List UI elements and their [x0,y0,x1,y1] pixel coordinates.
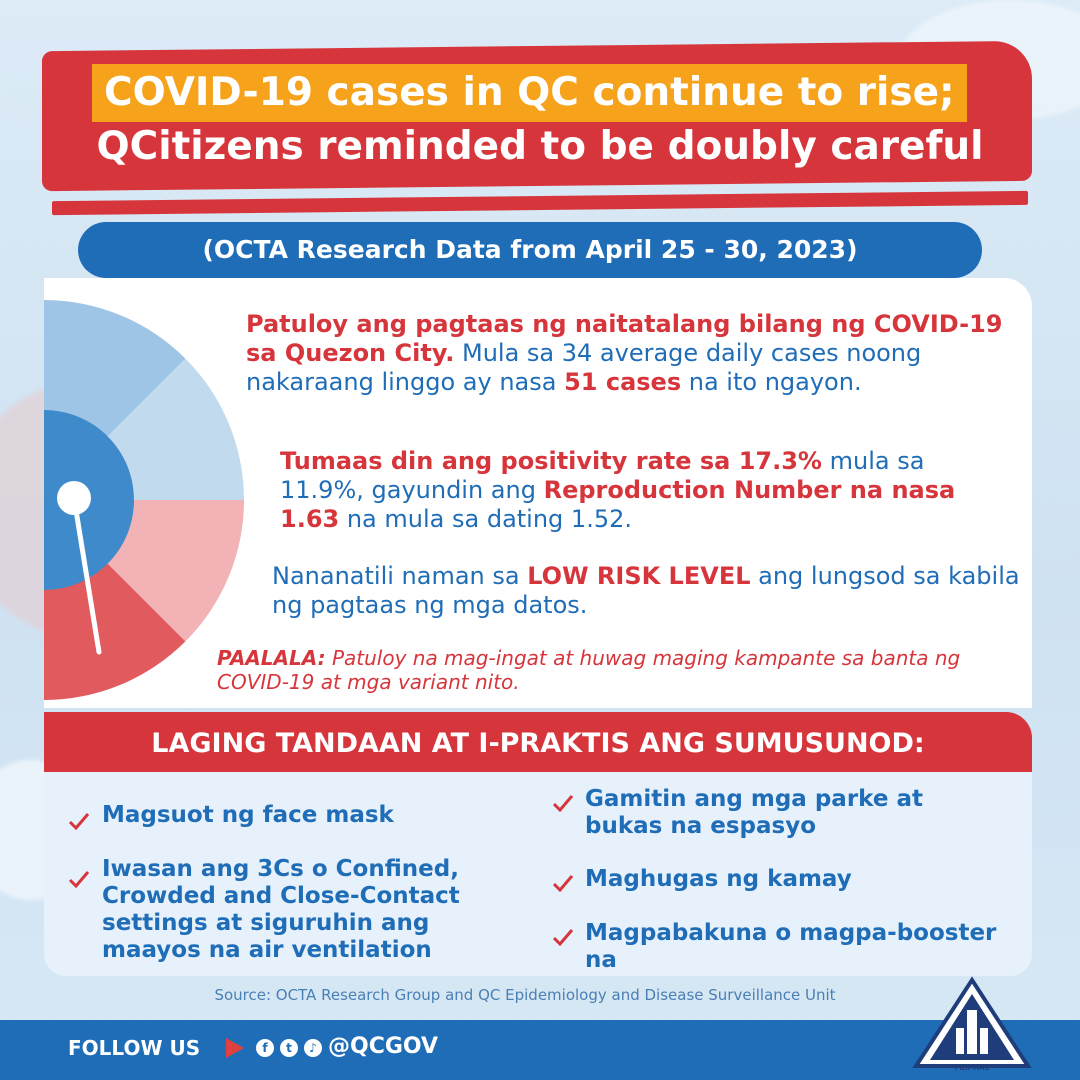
practice-item: Maghugas ng kamay [585,866,852,892]
facebook-icon[interactable]: f [256,1039,274,1057]
reminder-label: PAALALA: [217,646,326,670]
reminder-note [217,646,1027,694]
headline-line-1: COVID-19 cases in QC continue to rise; [92,64,967,122]
follow-us-label: FOLLOW US [68,1036,201,1060]
reproduction-highlight: Reproduction Number na nasa 1.63 [280,476,956,533]
twitter-icon[interactable]: t [280,1039,298,1057]
positivity-text: mula sa 11.9%, gayundin ang [280,447,925,504]
social-handle[interactable]: @QCGOV [328,1034,439,1059]
checkmark-icon [552,874,574,892]
play-arrow-icon [224,1036,246,1060]
cases-text-end: na ito ngayon. [681,368,862,396]
checkmark-icon [68,812,90,830]
practices-header: LAGING TANDAAN AT I-PRAKTIS ANG SUMUSUNOD: [44,712,1032,772]
reminder-text: Patuloy na mag-ingat at huwag maging kampante sa banta ng COVID-19 at mga variant nito. [217,646,961,694]
practice-item: Magpabakuna o magpa-booster na [585,920,997,973]
tiktok-icon[interactable]: ♪ [304,1039,322,1057]
checkmark-icon [552,794,574,812]
risk-text-end: ang lungsod sa kabila ng pagtaas ng mga datos. [272,562,1020,619]
paragraph-cases [246,310,1006,397]
checkmark-icon [68,870,90,888]
cases-count: 51 cases [564,368,682,396]
paragraph-positivity [280,447,1010,534]
practice-item: Iwasan ang 3Cs o Confined, Crowded and Close-Contact settings at siguruhin ang maayos na air ventilation [102,856,460,963]
svg-text:PILIPINAS: PILIPINAS [954,1065,990,1072]
gauge-needle-hub [57,481,91,515]
title-underline-stripe [52,191,1028,215]
checkmark-icon [552,928,574,946]
source-note: Source: OCTA Research Group and QC Epidemiology and Disease Surveillance Unit [214,986,836,1004]
qc-seal-logo [912,976,1032,1072]
risk-text: Nananatili naman sa [272,562,528,590]
risk-gauge-icon [44,300,244,700]
practice-item: Magsuot ng face mask [102,802,394,828]
cases-text: Mula sa 34 average daily cases noong nakaraang linggo ay nasa [246,339,922,396]
positivity-text-end: na mula sa dating 1.52. [339,505,632,533]
cases-highlight: Patuloy ang pagtaas ng naitatalang bilang ng COVID-19 sa Quezon City. [246,310,1003,367]
data-source-pill: (OCTA Research Data from April 25 - 30, 2023) [78,222,982,278]
positivity-highlight: Tumaas din ang positivity rate sa 17.3% [280,447,822,475]
headline-line-2: QCitizens reminded to be doubly careful [96,124,984,169]
paragraph-risk-level [272,562,1032,620]
risk-level-highlight: LOW RISK LEVEL [527,562,751,590]
practice-item: Gamitin ang mga parke at bukas na espasyo [585,786,923,839]
